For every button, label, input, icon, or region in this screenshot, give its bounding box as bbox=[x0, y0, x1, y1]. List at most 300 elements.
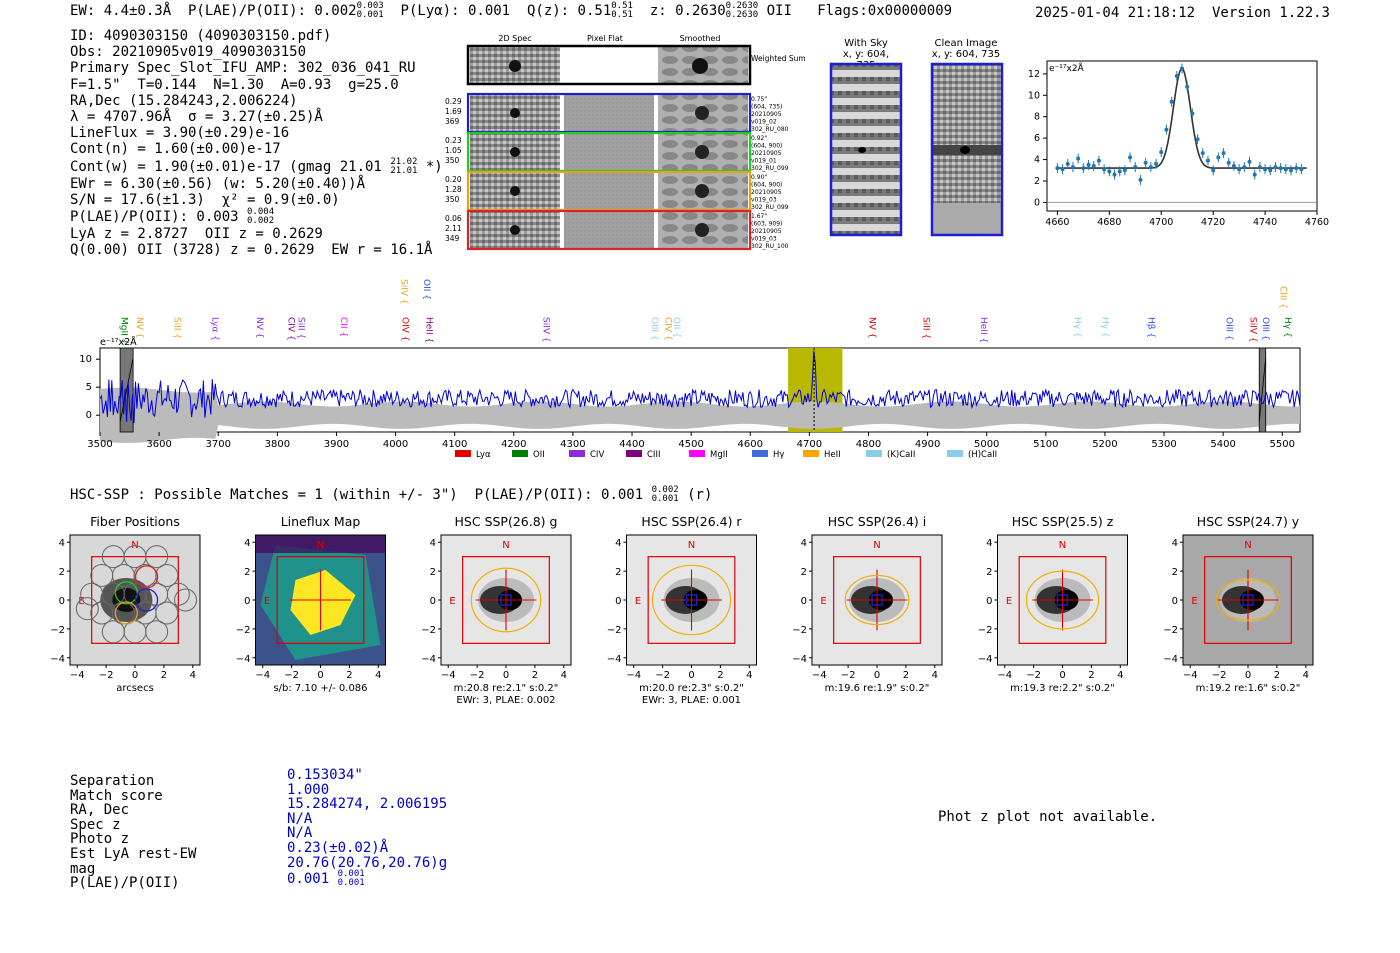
cutout-right-label: 20210905 bbox=[751, 189, 782, 196]
spectrum-x-tick: 5000 bbox=[973, 439, 1000, 450]
spectrum-line-label: CII { bbox=[338, 317, 349, 338]
info-obs: Obs: 20210905v019_4090303150 bbox=[70, 44, 307, 61]
hsc-panels bbox=[40, 505, 1360, 725]
linefit-point bbox=[1097, 159, 1101, 163]
linefit-point bbox=[1299, 167, 1303, 171]
info-params: F=1.5" T=0.144 N=1.30 A=0.93 g=25.0 bbox=[70, 76, 399, 93]
linefit-point bbox=[1123, 168, 1127, 172]
hsc-x-tick: −4 bbox=[440, 670, 456, 681]
hsc-x-tick: −4 bbox=[69, 670, 85, 681]
cutout-left-label: 1.69 bbox=[445, 107, 462, 116]
linefit-unit-label: e⁻¹⁷x2Å bbox=[1049, 64, 1084, 74]
hsc-panel-title: HSC SSP(26.4) r bbox=[641, 514, 742, 529]
hsc-y-tick: −2 bbox=[421, 624, 436, 636]
linefit-x-tick: 4700 bbox=[1149, 217, 1174, 228]
match-label: Spec z bbox=[70, 816, 121, 833]
hsc-y-tick: −4 bbox=[606, 653, 622, 665]
linefit-point bbox=[1273, 165, 1277, 169]
spectrum-x-tick: 4300 bbox=[560, 439, 586, 450]
hsc-east-label: E bbox=[634, 596, 642, 607]
spectrum-y-tick: 0 bbox=[85, 410, 92, 422]
hsc-x-tick: −2 bbox=[98, 670, 114, 681]
svg-text:HeII: HeII bbox=[824, 450, 841, 460]
hsc-y-tick: 4 bbox=[429, 538, 436, 550]
linefit-y-tick: 6 bbox=[1033, 133, 1040, 145]
linefit-point bbox=[1289, 168, 1293, 172]
hsc-east-label: E bbox=[820, 596, 827, 607]
hsc-x-tick: 2 bbox=[531, 670, 539, 681]
hsc-y-tick: 0 bbox=[244, 596, 251, 607]
cutout-rows bbox=[445, 94, 789, 250]
hsc-panel-subtitle: m:20.0 re:2.3" s:0.2" bbox=[639, 683, 744, 694]
info-id: ID: 4090303150 (4090303150.pdf) bbox=[70, 28, 332, 44]
hsc-north-label: N bbox=[502, 540, 510, 551]
hsc-y-tick: 0 bbox=[429, 596, 436, 607]
linefit-point bbox=[1206, 159, 1210, 163]
spectrum-x-tick: 4500 bbox=[678, 439, 704, 450]
cutout-row bbox=[445, 172, 789, 211]
linefit-x-tick: 4720 bbox=[1201, 217, 1226, 228]
spectrum-line-label: SiII { bbox=[920, 317, 931, 340]
cutout-left-label: 1.28 bbox=[445, 185, 462, 194]
cutout-right-label: 302_RU_099 bbox=[751, 165, 789, 172]
spectrum-line-label: OIII { bbox=[649, 317, 660, 341]
hsc-panel-subtitle: s/b: 7.10 +/- 0.086 bbox=[273, 683, 368, 694]
hsc-y-tick: 4 bbox=[58, 538, 65, 550]
header-z: z: 0.2630 bbox=[649, 3, 726, 19]
cutout-left-label: 0.29 bbox=[445, 97, 462, 106]
linefit-point bbox=[1061, 167, 1065, 171]
cutout-left-label: 0.06 bbox=[445, 214, 462, 223]
spectrum-line-label: CIV { bbox=[285, 317, 296, 341]
hsc-x-tick: 4 bbox=[746, 670, 753, 681]
cutout-right-label: (604, 735) bbox=[751, 103, 783, 111]
spectrum-x-tick: 3600 bbox=[146, 439, 172, 450]
spectrum-legend-item bbox=[947, 450, 997, 460]
cutout-right-label: v019_03 bbox=[751, 196, 777, 204]
linefit-point bbox=[1185, 85, 1189, 89]
hsc-y-tick: −2 bbox=[792, 624, 807, 636]
svg-text:MgII: MgII bbox=[710, 450, 728, 460]
hsc-y-tick: 2 bbox=[58, 567, 65, 579]
hsc-x-tick: −4 bbox=[626, 670, 642, 681]
header-plae-range: 0.003 0.001 bbox=[356, 1, 384, 20]
hsc-y-tick: 4 bbox=[800, 538, 807, 550]
version: Version 1.22.3 bbox=[1211, 5, 1330, 21]
hsc-x-tick: −4 bbox=[1182, 670, 1198, 681]
match-label: mag bbox=[70, 860, 96, 877]
linefit-point bbox=[1118, 169, 1122, 173]
cutout-left-label: 2.11 bbox=[445, 224, 462, 233]
cutout-right-label: 20210905 bbox=[751, 228, 782, 235]
hsc-east-label: E bbox=[1005, 596, 1013, 607]
header-qz-range: 0.51 0.51 bbox=[611, 1, 633, 20]
cutout-right-label: 20210905 bbox=[751, 150, 782, 157]
spectrum-line-label: OIII { bbox=[1259, 317, 1270, 341]
spectrum-line-label: NV { bbox=[254, 317, 265, 339]
hsc-panel-subtitle2: EWr: 3, PLAE: 0.002 bbox=[456, 695, 556, 706]
with-sky-title: With Sky x, y: 604, bbox=[842, 38, 890, 60]
linefit-point bbox=[1211, 168, 1215, 172]
info-lya: LyA z = 2.8727 OII z = 0.2629 bbox=[70, 226, 323, 243]
hsc-x-tick: 2 bbox=[1273, 670, 1281, 681]
match-value: 15.284274, 2.006195 bbox=[287, 796, 448, 813]
svg-text:CIV: CIV bbox=[590, 450, 605, 460]
spectrum-x-tick: 4700 bbox=[796, 439, 823, 450]
linefit-point bbox=[1113, 173, 1117, 177]
match-value: 0.001 0.001 0.001 bbox=[287, 869, 365, 889]
hsc-y-tick: 2 bbox=[1171, 567, 1178, 579]
detection-info bbox=[70, 28, 443, 258]
linefit-point bbox=[1107, 169, 1111, 173]
linefit-point bbox=[1248, 160, 1252, 164]
linefit-y-tick: 0 bbox=[1033, 197, 1040, 209]
cutout-right-label: 302_RU_100 bbox=[751, 243, 789, 250]
svg-text:Hγ: Hγ bbox=[773, 450, 785, 460]
col-title-smoothed: Smoothed bbox=[679, 34, 721, 43]
spectrum-line-label: HeII { bbox=[977, 317, 988, 344]
linefit-point bbox=[1170, 100, 1174, 104]
hsc-panel-subtitle: m:19.3 re:2.2" s:0.2" bbox=[1010, 683, 1115, 694]
spectrum-legend-item bbox=[866, 450, 915, 460]
header-ew-plae: EW: 4.4±0.3Å P(LAE)/P(OII): 0.002 bbox=[70, 3, 357, 19]
hsc-panel-title: Fiber Positions bbox=[90, 514, 180, 529]
linefit-point bbox=[1138, 178, 1142, 182]
cutout-right-label: 0.75" bbox=[751, 96, 768, 103]
line-fit-chart bbox=[1020, 55, 1330, 235]
hsc-y-tick: 4 bbox=[1171, 538, 1178, 550]
info-contn: Cont(n) = 1.60(±0.00)e-17 bbox=[70, 141, 281, 158]
hsc-x-tick: 0 bbox=[873, 670, 881, 681]
cutout-right-label: 1.67" bbox=[751, 213, 768, 220]
hsc-y-tick: −2 bbox=[606, 624, 622, 636]
full-spectrum-chart bbox=[60, 275, 1320, 465]
match-label: RA, Dec bbox=[70, 802, 130, 819]
hsc-north-label: N bbox=[873, 540, 881, 551]
cutout-left-label: 0.23 bbox=[445, 136, 462, 145]
hsc-panel-title: Lineflux Map bbox=[280, 514, 361, 529]
hsc-y-tick: 0 bbox=[1171, 596, 1178, 607]
linefit-point bbox=[1242, 165, 1246, 169]
hsc-y-tick: 0 bbox=[800, 596, 807, 607]
spectrum-x-tick: 4000 bbox=[382, 439, 409, 450]
svg-text:OII: OII bbox=[533, 450, 545, 460]
hsc-y-tick: −4 bbox=[792, 653, 807, 665]
linefit-point bbox=[1253, 173, 1257, 177]
svg-text:(K)CaII: (K)CaII bbox=[887, 450, 916, 460]
linefit-point bbox=[1164, 128, 1168, 132]
spectrum-line-label: SiII { bbox=[171, 317, 182, 340]
hsc-y-tick: 2 bbox=[429, 567, 436, 579]
cutout-right-label: v019_03 bbox=[751, 235, 777, 243]
spectrum-x-tick: 3500 bbox=[87, 439, 113, 450]
hsc-x-tick: −4 bbox=[811, 670, 827, 681]
spectrum-line-label: OIV { bbox=[399, 317, 410, 342]
linefit-y-tick: 12 bbox=[1027, 68, 1040, 80]
hsc-title: HSC-SSP : Possible Matches = 1 (within +/- 3") P(LAE)/P(OII): 0.001 0.002 0.001 (r) bbox=[70, 485, 713, 504]
hsc-x-tick: 0 bbox=[1059, 670, 1066, 681]
hsc-x-tick: 2 bbox=[717, 670, 724, 681]
hsc-x-tick: −2 bbox=[284, 670, 299, 681]
hsc-y-tick: 4 bbox=[986, 538, 993, 550]
hsc-panel bbox=[792, 514, 942, 694]
hsc-x-tick: 4 bbox=[1302, 670, 1309, 681]
linefit-point bbox=[1066, 162, 1070, 166]
hsc-y-tick: −4 bbox=[421, 653, 436, 665]
hsc-y-tick: 0 bbox=[615, 596, 622, 607]
weighted-sum-label: Weighted Sum bbox=[751, 54, 806, 63]
info-primary: Primary Spec_Slot_IFU_AMP: 302_036_041_RU bbox=[70, 60, 416, 77]
match-value: 0.153034" bbox=[287, 767, 363, 783]
info-lambda: λ = 4707.96Å σ = 3.27(±0.25)Å bbox=[70, 109, 323, 126]
header-flags: Flags:0x00000009 bbox=[817, 3, 953, 19]
linefit-point bbox=[1258, 165, 1262, 169]
linefit-point bbox=[1092, 164, 1096, 168]
cutout-right-label: v019_01 bbox=[751, 157, 777, 165]
spectrum-x-tick: 3900 bbox=[323, 439, 350, 450]
hsc-east-label: E bbox=[263, 596, 271, 607]
spectrum-y-tick: 5 bbox=[85, 382, 92, 394]
spectrum-line-label: NV { bbox=[134, 317, 145, 339]
linefit-y-tick: 10 bbox=[1027, 90, 1040, 102]
linefit-point bbox=[1180, 67, 1184, 71]
spectrum-line-label: CIII { bbox=[1277, 286, 1288, 309]
spectrum-legend-item bbox=[569, 450, 604, 460]
match-labels bbox=[70, 774, 196, 891]
hsc-x-tick: 4 bbox=[375, 670, 382, 681]
spectrum-y-tick: 10 bbox=[79, 354, 92, 366]
spectrum-line-label: NV { bbox=[866, 317, 877, 339]
hsc-x-tick: −4 bbox=[255, 670, 271, 681]
header-qz: Q(z): 0.51 bbox=[526, 3, 612, 19]
cutout-row bbox=[445, 94, 789, 133]
linefit-point bbox=[1133, 165, 1137, 169]
hsc-panel bbox=[421, 514, 571, 706]
hsc-north-label: N bbox=[131, 540, 139, 551]
match-label: Separation bbox=[70, 773, 155, 789]
match-value: N/A bbox=[287, 825, 313, 842]
spectrum-line-label: Hγ { bbox=[1282, 317, 1293, 338]
hsc-panel bbox=[236, 514, 386, 694]
hsc-y-tick: −2 bbox=[235, 624, 251, 636]
match-label: Match score bbox=[70, 787, 163, 804]
spectrum-line-label: Lyα { bbox=[209, 317, 220, 342]
hsc-x-tick: −2 bbox=[469, 670, 485, 681]
svg-text:(H)CaII: (H)CaII bbox=[968, 450, 998, 460]
cutout-left-label: 349 bbox=[445, 234, 460, 243]
hsc-panel bbox=[607, 514, 757, 706]
hsc-y-tick: −2 bbox=[1163, 624, 1178, 636]
spectrum-x-tick: 5500 bbox=[1269, 439, 1295, 450]
hsc-x-tick: 0 bbox=[131, 670, 139, 681]
cutout-left-label: 1.05 bbox=[445, 146, 462, 155]
linefit-x-tick: 4680 bbox=[1097, 217, 1122, 228]
weighted-sum-row bbox=[468, 46, 806, 84]
match-value: 1.000 bbox=[287, 781, 330, 798]
svg-text:CIII: CIII bbox=[647, 450, 661, 460]
cutout-right-label: v019_02 bbox=[751, 118, 777, 126]
hsc-y-tick: 4 bbox=[615, 538, 622, 550]
svg-text:Lyα: Lyα bbox=[476, 450, 491, 460]
match-label: Est LyA rest-EW bbox=[70, 845, 197, 862]
linefit-point bbox=[1071, 165, 1075, 169]
cutout-right-label: (603, 909) bbox=[751, 220, 783, 228]
linefit-point bbox=[1128, 155, 1132, 159]
hsc-x-tick: 0 bbox=[317, 670, 324, 681]
info-q: Q(0.00) OII (3728) z = 0.2629 EW r = 16.1Å bbox=[70, 242, 433, 259]
spectrum-legend-item bbox=[689, 450, 728, 460]
linefit-point bbox=[1154, 162, 1158, 166]
linefit-point bbox=[1227, 161, 1231, 165]
hsc-x-tick: 0 bbox=[1244, 670, 1252, 681]
hsc-x-tick: 2 bbox=[1088, 670, 1095, 681]
hsc-y-tick: −4 bbox=[977, 653, 993, 665]
spectrum-x-tick: 4200 bbox=[501, 439, 527, 450]
timestamp: 2025-01-04 21:18:12 bbox=[1034, 5, 1196, 21]
with-sky-image bbox=[830, 63, 902, 236]
header-meta bbox=[1035, 5, 1330, 21]
linefit-point bbox=[1144, 161, 1148, 165]
hsc-x-tick: 2 bbox=[160, 670, 168, 681]
hsc-x-tick: 2 bbox=[902, 670, 910, 681]
cutout-left-label: 350 bbox=[445, 156, 460, 165]
hsc-x-tick: 4 bbox=[560, 670, 567, 681]
col-title-2dspec: 2D Spec bbox=[498, 34, 532, 43]
linefit-x-tick: 4740 bbox=[1252, 217, 1278, 228]
linefit-point bbox=[1222, 151, 1226, 155]
linefit-y-tick: 2 bbox=[1033, 176, 1040, 187]
hsc-x-tick: 0 bbox=[502, 670, 510, 681]
linefit-point bbox=[1279, 166, 1283, 170]
linefit-point bbox=[1196, 137, 1200, 141]
hsc-y-tick: −2 bbox=[977, 624, 993, 636]
hsc-panel-subtitle: arcsecs bbox=[116, 683, 154, 694]
cutout-row bbox=[445, 133, 789, 172]
spectrum-x-tick: 3800 bbox=[264, 439, 291, 450]
hsc-panel-subtitle: m:19.2 re:1.6" s:0.2" bbox=[1195, 683, 1301, 694]
spectrum-x-tick: 5100 bbox=[1033, 439, 1059, 450]
spectrum-line-label: MgII { bbox=[118, 317, 129, 345]
photz-note: Phot z plot not available. bbox=[938, 809, 1158, 825]
spectrum-line-label: SiIV { bbox=[398, 279, 409, 305]
linefit-point bbox=[1237, 167, 1241, 171]
linefit-point bbox=[1232, 164, 1236, 168]
spectrum-x-tick: 4600 bbox=[737, 439, 763, 450]
hsc-panel-subtitle: m:20.8 re:2.1" s:0.2" bbox=[453, 683, 559, 694]
cutout-left-label: 0.20 bbox=[445, 175, 462, 184]
hsc-y-tick: −4 bbox=[235, 653, 251, 665]
spectrum-line-label: SiII { bbox=[295, 317, 306, 340]
hsc-y-tick: 0 bbox=[986, 596, 993, 607]
hsc-panel bbox=[1163, 514, 1313, 694]
hsc-east-label: E bbox=[78, 596, 85, 607]
linefit-point bbox=[1190, 112, 1194, 116]
hsc-y-tick: 2 bbox=[244, 567, 251, 579]
hsc-x-tick: −4 bbox=[997, 670, 1013, 681]
linefit-point bbox=[1284, 167, 1288, 171]
cutout-left-label: 369 bbox=[445, 117, 460, 126]
hsc-x-tick: 4 bbox=[931, 670, 938, 681]
spectrum-legend-item bbox=[455, 450, 491, 460]
spectrum-x-tick: 4400 bbox=[619, 439, 645, 450]
linefit-point bbox=[1102, 167, 1106, 171]
cutout-right-label: 0.92" bbox=[751, 135, 768, 142]
hsc-x-tick: −2 bbox=[840, 670, 856, 681]
linefit-point bbox=[1201, 151, 1205, 155]
hsc-y-tick: 2 bbox=[986, 567, 993, 579]
hsc-panel-subtitle: m:19.6 re:1.9" s:0.2" bbox=[824, 683, 930, 694]
spectrum-x-tick: 4800 bbox=[855, 439, 882, 450]
spectrum-line-label: OII { bbox=[670, 317, 681, 338]
hsc-y-tick: 0 bbox=[58, 596, 65, 607]
spectrum-line-label: HeII { bbox=[423, 317, 434, 344]
spectrum-line-label: Hβ { bbox=[1145, 317, 1156, 339]
hsc-panel-title: HSC SSP(24.7) y bbox=[1196, 514, 1300, 529]
spectrum-line-label: Hγ { bbox=[1071, 317, 1082, 338]
cutout-left-label: 350 bbox=[445, 195, 460, 204]
cutout-right-label: 302_RU_099 bbox=[751, 204, 789, 211]
line-fit-frame bbox=[1047, 61, 1317, 211]
hsc-y-tick: 4 bbox=[244, 538, 251, 550]
spectrum-x-tick: 5200 bbox=[1092, 439, 1118, 450]
spectrum-legend-item bbox=[752, 450, 784, 460]
info-sn: S/N = 17.6(±1.3) χ² = 0.9(±0.0) bbox=[70, 191, 340, 208]
linefit-y-tick: 8 bbox=[1033, 111, 1040, 123]
hsc-north-label: N bbox=[687, 540, 696, 551]
linefit-point bbox=[1087, 163, 1091, 167]
spectrum-x-tick: 4900 bbox=[914, 439, 941, 450]
cutout-right-label: 302_RU_080 bbox=[751, 126, 789, 133]
cutout-right-label: (604, 900) bbox=[751, 142, 783, 150]
spectrum-line-label: OII { bbox=[420, 279, 431, 300]
hsc-north-label: N bbox=[1058, 540, 1067, 551]
spectrum-line-label: Hγ { bbox=[1099, 317, 1110, 338]
linefit-point bbox=[1294, 166, 1298, 170]
hsc-north-label: N bbox=[316, 540, 325, 551]
info-plae: P(LAE)/P(OII): 0.003 0.004 0.002 bbox=[70, 207, 275, 227]
hsc-panel bbox=[978, 514, 1128, 694]
hsc-x-tick: 4 bbox=[189, 670, 196, 681]
hsc-x-tick: −2 bbox=[1026, 670, 1041, 681]
spectrum-line-label: OIII { bbox=[1223, 317, 1234, 341]
spec-cutouts bbox=[440, 30, 820, 260]
hsc-north-label: N bbox=[1244, 540, 1252, 551]
hsc-x-tick: 0 bbox=[688, 670, 695, 681]
linefit-point bbox=[1263, 167, 1267, 171]
cutout-right-label: 0.90" bbox=[751, 174, 768, 181]
match-label: P(LAE)/P(OII) bbox=[70, 875, 180, 892]
header-z-line: OII bbox=[766, 3, 792, 19]
match-values bbox=[287, 768, 447, 888]
spectrum-x-tick: 5400 bbox=[1210, 439, 1236, 450]
header-z-range: 0.2630 0.2630 bbox=[725, 1, 759, 20]
hsc-panel-title: HSC SSP(26.8) g bbox=[454, 514, 558, 529]
spectrum-legend-item bbox=[512, 450, 545, 460]
hsc-panel bbox=[50, 514, 200, 694]
spectrum-legend-item bbox=[626, 450, 660, 460]
hsc-x-tick: −2 bbox=[1211, 670, 1227, 681]
match-value: 20.76(20.76,20.76)g bbox=[287, 854, 448, 871]
cutout-right-label: 20210905 bbox=[751, 111, 782, 118]
info-ewr: EWr = 6.30(±0.56) (w: 5.20(±0.40))Å bbox=[70, 175, 366, 192]
hsc-y-tick: −4 bbox=[50, 653, 65, 665]
match-value: 0.23(±0.02)Å bbox=[287, 839, 389, 856]
info-contw: Cont(w) = 1.90(±0.01)e-17 (gmag 21.01 21.02 21.01 *) bbox=[70, 156, 443, 176]
hsc-y-tick: −4 bbox=[1163, 653, 1178, 665]
linefit-point bbox=[1268, 168, 1272, 172]
linefit-point bbox=[1175, 74, 1179, 78]
linefit-point bbox=[1216, 155, 1220, 159]
